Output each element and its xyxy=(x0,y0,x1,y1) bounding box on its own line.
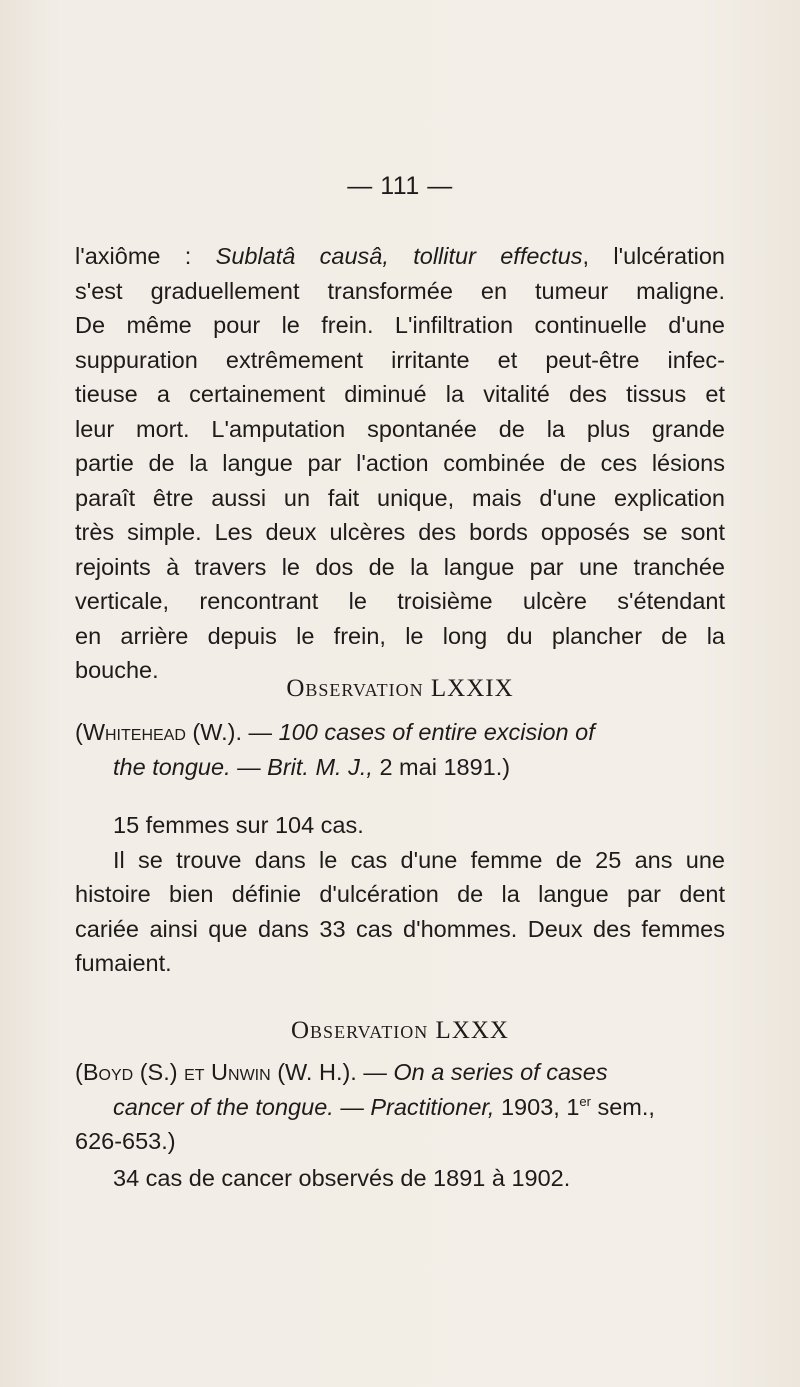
text-line: rejoints à travers le dos de la langue par une tranchée xyxy=(75,553,725,580)
page-number: — 111 — xyxy=(347,172,453,200)
text-line: fumaient. xyxy=(75,950,172,976)
text-line: 34 cas de cancer observés de 1891 à 1902. xyxy=(113,1165,571,1191)
text-line: suppuration extrêmement irritante et peut-être infec- xyxy=(75,346,725,373)
text-line: verticale, rencontrant le troisième ulcère s'étendant xyxy=(75,588,725,614)
text-line: paraît être aussi un fait unique, mais d'une explication xyxy=(75,484,725,511)
reference-line: (Boyd (S.) et Unwin (W. H.). — On a series of cases xyxy=(75,1059,608,1085)
text-line: partie de la langue par l'action combinée de ces lésions xyxy=(75,450,725,476)
reference-line: 626-653.) xyxy=(75,1128,176,1154)
observation-body xyxy=(75,1161,725,1196)
text-line: De même pour le frein. L'infiltration continuelle d'une xyxy=(75,312,725,338)
observation-reference xyxy=(75,715,725,784)
text-line: très simple. Les deux ulcères des bords opposés se sont xyxy=(75,519,725,545)
observation-heading: Observation LXXIX xyxy=(286,675,514,702)
text-line: s'est graduellement transformée en tumeur maligne. xyxy=(75,277,725,304)
reference-line: cancer of the tongue. — Practitioner, 1903, 1er sem., xyxy=(113,1093,655,1120)
text-line: tieuse a certainement diminué la vitalité des tissus et xyxy=(75,381,725,407)
reference-line: the tongue. — Brit. M. J., 2 mai 1891.) xyxy=(113,753,511,780)
text-line: Il se trouve dans le cas d'une femme de 25 ans une xyxy=(113,846,725,873)
observation-body xyxy=(75,808,725,981)
observation-heading: Observation LXXX xyxy=(291,1017,509,1044)
text-line: histoire bien définie d'ulcération de la langue par dent xyxy=(75,881,725,907)
observation-reference xyxy=(75,1055,725,1159)
reference-line: (Whitehead (W.). — 100 cases of entire excision of xyxy=(75,719,595,745)
text-line: l'axiôme : Sublatâ causâ, tollitur effectus, l'ulcération xyxy=(75,243,725,269)
body-paragraph xyxy=(75,239,725,688)
text-line: cariée ainsi que dans 33 cas d'hommes. Deux des femmes xyxy=(75,915,725,942)
text-line: bouche. xyxy=(75,657,159,683)
text-line: leur mort. L'amputation spontanée de la plus grande xyxy=(75,415,725,442)
text-line: 15 femmes sur 104 cas. xyxy=(113,812,364,838)
text-line: en arrière depuis le frein, le long du plancher de la xyxy=(75,622,725,649)
